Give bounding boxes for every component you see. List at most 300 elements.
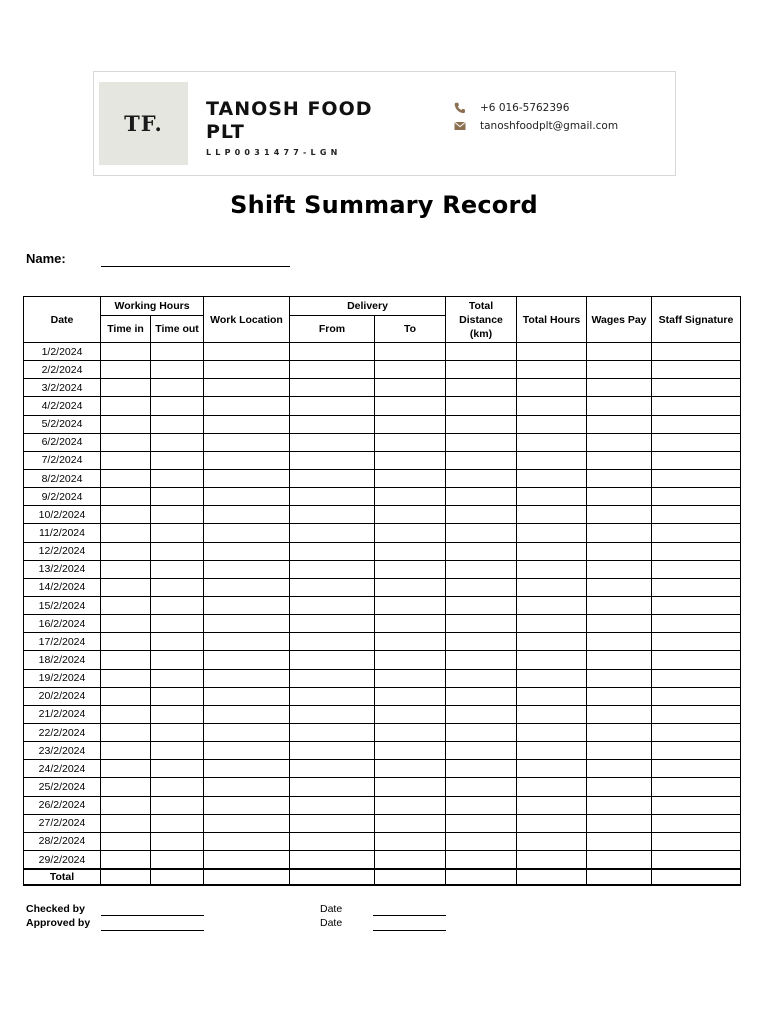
cell-wages-pay[interactable] — [587, 343, 652, 361]
cell-time-out[interactable] — [151, 560, 204, 578]
cell-staff-signature[interactable] — [652, 832, 741, 850]
cell-total-distance[interactable] — [446, 596, 517, 614]
cell-from[interactable] — [290, 778, 375, 796]
cell-time-in[interactable] — [101, 596, 151, 614]
cell-to[interactable] — [375, 633, 446, 651]
cell-from[interactable] — [290, 433, 375, 451]
checked-date-line[interactable] — [373, 915, 446, 916]
cell-work-location[interactable] — [204, 669, 290, 687]
cell-total-hours[interactable] — [517, 397, 587, 415]
cell-time-out[interactable] — [151, 433, 204, 451]
cell-time-out[interactable] — [151, 542, 204, 560]
cell-staff-signature[interactable] — [652, 578, 741, 596]
cell-from[interactable] — [290, 397, 375, 415]
cell-from[interactable] — [290, 361, 375, 379]
cell-time-out[interactable] — [151, 832, 204, 850]
cell-to[interactable] — [375, 596, 446, 614]
cell-total-distance[interactable] — [446, 560, 517, 578]
header-work-location: Work Location — [204, 297, 290, 343]
cell-total-hours[interactable] — [517, 633, 587, 651]
cell-time-in[interactable] — [101, 578, 151, 596]
cell-time-out[interactable] — [151, 633, 204, 651]
cell-time-in[interactable] — [101, 433, 151, 451]
cell-total-distance[interactable] — [446, 578, 517, 596]
cell-from[interactable] — [290, 506, 375, 524]
cell-wages-pay[interactable] — [587, 524, 652, 542]
cell-time-in[interactable] — [101, 705, 151, 723]
cell-staff-signature[interactable] — [652, 814, 741, 832]
cell-time-out[interactable] — [151, 687, 204, 705]
cell-time-out[interactable] — [151, 850, 204, 869]
cell-time-out[interactable] — [151, 596, 204, 614]
cell-time-out[interactable] — [151, 506, 204, 524]
cell-work-location[interactable] — [204, 542, 290, 560]
cell-from[interactable] — [290, 760, 375, 778]
cell-to[interactable] — [375, 651, 446, 669]
cell-from[interactable] — [290, 379, 375, 397]
cell-to[interactable] — [375, 796, 446, 814]
cell-staff-signature[interactable] — [652, 742, 741, 760]
cell-time-in[interactable] — [101, 397, 151, 415]
logo-mark: TF. — [124, 111, 163, 136]
cell-staff-signature[interactable] — [652, 596, 741, 614]
cell-wages-pay[interactable] — [587, 397, 652, 415]
cell-from[interactable] — [290, 415, 375, 433]
cell-work-location[interactable] — [204, 615, 290, 633]
cell-to[interactable] — [375, 451, 446, 469]
cell-work-location[interactable] — [204, 488, 290, 506]
cell-time-in[interactable] — [101, 796, 151, 814]
cell-from[interactable] — [290, 814, 375, 832]
cell-wages-pay[interactable] — [587, 633, 652, 651]
cell-time-in[interactable] — [101, 850, 151, 869]
cell-staff-signature[interactable] — [652, 379, 741, 397]
cell-total-hours[interactable] — [517, 524, 587, 542]
cell-time-out[interactable] — [151, 578, 204, 596]
cell-time-out[interactable] — [151, 379, 204, 397]
cell-total-distance[interactable] — [446, 397, 517, 415]
cell-wages-pay[interactable] — [587, 379, 652, 397]
row-date: 6/2/2024 — [24, 433, 101, 451]
cell-staff-signature[interactable] — [652, 415, 741, 433]
table-row — [24, 560, 741, 578]
cell-time-in[interactable] — [101, 687, 151, 705]
cell-total-hours[interactable] — [517, 705, 587, 723]
cell-from[interactable] — [290, 796, 375, 814]
total-staff-signature[interactable] — [652, 869, 741, 885]
cell-total-distance[interactable] — [446, 415, 517, 433]
cell-work-location[interactable] — [204, 343, 290, 361]
row-date: 20/2/2024 — [24, 687, 101, 705]
total-total-distance[interactable] — [446, 869, 517, 885]
cell-total-distance[interactable] — [446, 705, 517, 723]
cell-time-in[interactable] — [101, 742, 151, 760]
table-row — [24, 361, 741, 379]
cell-from[interactable] — [290, 578, 375, 596]
cell-total-hours[interactable] — [517, 361, 587, 379]
cell-total-distance[interactable] — [446, 343, 517, 361]
cell-time-out[interactable] — [151, 778, 204, 796]
header-time-in: Time in — [101, 316, 151, 343]
cell-time-out[interactable] — [151, 723, 204, 741]
cell-staff-signature[interactable] — [652, 633, 741, 651]
cell-total-distance[interactable] — [446, 832, 517, 850]
cell-wages-pay[interactable] — [587, 742, 652, 760]
cell-total-hours[interactable] — [517, 669, 587, 687]
cell-total-distance[interactable] — [446, 796, 517, 814]
cell-work-location[interactable] — [204, 524, 290, 542]
total-wages-pay[interactable] — [587, 869, 652, 885]
cell-to[interactable] — [375, 669, 446, 687]
cell-total-distance[interactable] — [446, 524, 517, 542]
cell-staff-signature[interactable] — [652, 524, 741, 542]
cell-wages-pay[interactable] — [587, 778, 652, 796]
cell-work-location[interactable] — [204, 361, 290, 379]
cell-from[interactable] — [290, 615, 375, 633]
cell-time-out[interactable] — [151, 669, 204, 687]
cell-work-location[interactable] — [204, 469, 290, 487]
cell-time-in[interactable] — [101, 669, 151, 687]
row-date: 17/2/2024 — [24, 633, 101, 651]
approved-date-line[interactable] — [373, 930, 446, 931]
cell-from[interactable] — [290, 651, 375, 669]
cell-staff-signature[interactable] — [652, 669, 741, 687]
cell-work-location[interactable] — [204, 415, 290, 433]
cell-staff-signature[interactable] — [652, 615, 741, 633]
cell-wages-pay[interactable] — [587, 850, 652, 869]
cell-total-distance[interactable] — [446, 469, 517, 487]
cell-wages-pay[interactable] — [587, 451, 652, 469]
cell-total-hours[interactable] — [517, 560, 587, 578]
cell-total-distance[interactable] — [446, 506, 517, 524]
cell-staff-signature[interactable] — [652, 560, 741, 578]
header-total-hours: Total Hours — [517, 297, 587, 343]
cell-total-hours[interactable] — [517, 542, 587, 560]
cell-time-in[interactable] — [101, 832, 151, 850]
cell-from[interactable] — [290, 723, 375, 741]
cell-total-hours[interactable] — [517, 433, 587, 451]
cell-time-out[interactable] — [151, 760, 204, 778]
cell-total-distance[interactable] — [446, 633, 517, 651]
cell-total-hours[interactable] — [517, 506, 587, 524]
cell-time-in[interactable] — [101, 506, 151, 524]
cell-from[interactable] — [290, 542, 375, 560]
cell-from[interactable] — [290, 343, 375, 361]
table-row — [24, 760, 741, 778]
cell-total-distance[interactable] — [446, 778, 517, 796]
cell-time-out[interactable] — [151, 814, 204, 832]
cell-wages-pay[interactable] — [587, 469, 652, 487]
cell-wages-pay[interactable] — [587, 687, 652, 705]
total-time-out[interactable] — [151, 869, 204, 885]
cell-total-distance[interactable] — [446, 669, 517, 687]
cell-time-in[interactable] — [101, 361, 151, 379]
cell-work-location[interactable] — [204, 832, 290, 850]
cell-time-out[interactable] — [151, 615, 204, 633]
cell-to[interactable] — [375, 488, 446, 506]
cell-time-out[interactable] — [151, 415, 204, 433]
cell-time-out[interactable] — [151, 469, 204, 487]
cell-time-in[interactable] — [101, 723, 151, 741]
cell-time-out[interactable] — [151, 705, 204, 723]
row-date: 25/2/2024 — [24, 778, 101, 796]
cell-to[interactable] — [375, 578, 446, 596]
row-date: 27/2/2024 — [24, 814, 101, 832]
cell-total-hours[interactable] — [517, 488, 587, 506]
cell-wages-pay[interactable] — [587, 433, 652, 451]
row-date: 16/2/2024 — [24, 615, 101, 633]
cell-total-hours[interactable] — [517, 832, 587, 850]
cell-wages-pay[interactable] — [587, 488, 652, 506]
cell-to[interactable] — [375, 850, 446, 869]
cell-wages-pay[interactable] — [587, 669, 652, 687]
cell-total-distance[interactable] — [446, 814, 517, 832]
cell-total-hours[interactable] — [517, 651, 587, 669]
cell-wages-pay[interactable] — [587, 615, 652, 633]
table-row — [24, 415, 741, 433]
cell-to[interactable] — [375, 379, 446, 397]
cell-total-distance[interactable] — [446, 651, 517, 669]
cell-total-hours[interactable] — [517, 415, 587, 433]
cell-work-location[interactable] — [204, 633, 290, 651]
cell-work-location[interactable] — [204, 397, 290, 415]
cell-staff-signature[interactable] — [652, 469, 741, 487]
cell-to[interactable] — [375, 832, 446, 850]
cell-staff-signature[interactable] — [652, 723, 741, 741]
cell-total-hours[interactable] — [517, 814, 587, 832]
cell-wages-pay[interactable] — [587, 415, 652, 433]
cell-total-distance[interactable] — [446, 542, 517, 560]
cell-work-location[interactable] — [204, 778, 290, 796]
total-from[interactable] — [290, 869, 375, 885]
cell-wages-pay[interactable] — [587, 832, 652, 850]
cell-to[interactable] — [375, 687, 446, 705]
cell-total-distance[interactable] — [446, 361, 517, 379]
cell-time-out[interactable] — [151, 488, 204, 506]
cell-from[interactable] — [290, 488, 375, 506]
row-date: 18/2/2024 — [24, 651, 101, 669]
cell-total-distance[interactable] — [446, 615, 517, 633]
cell-time-out[interactable] — [151, 361, 204, 379]
cell-to[interactable] — [375, 723, 446, 741]
cell-total-distance[interactable] — [446, 379, 517, 397]
cell-to[interactable] — [375, 542, 446, 560]
cell-wages-pay[interactable] — [587, 506, 652, 524]
cell-time-in[interactable] — [101, 760, 151, 778]
cell-wages-pay[interactable] — [587, 361, 652, 379]
cell-to[interactable] — [375, 814, 446, 832]
cell-time-in[interactable] — [101, 488, 151, 506]
cell-wages-pay[interactable] — [587, 760, 652, 778]
cell-to[interactable] — [375, 742, 446, 760]
cell-total-distance[interactable] — [446, 850, 517, 869]
cell-staff-signature[interactable] — [652, 506, 741, 524]
cell-total-hours[interactable] — [517, 451, 587, 469]
company-name-line2: PLT — [206, 121, 245, 143]
checked-by-line[interactable] — [101, 915, 204, 916]
cell-total-hours[interactable] — [517, 760, 587, 778]
cell-total-hours[interactable] — [517, 778, 587, 796]
cell-staff-signature[interactable] — [652, 760, 741, 778]
row-date: 8/2/2024 — [24, 469, 101, 487]
cell-to[interactable] — [375, 397, 446, 415]
cell-work-location[interactable] — [204, 433, 290, 451]
cell-from[interactable] — [290, 596, 375, 614]
cell-wages-pay[interactable] — [587, 796, 652, 814]
cell-staff-signature[interactable] — [652, 778, 741, 796]
cell-work-location[interactable] — [204, 723, 290, 741]
header-to: To — [375, 316, 446, 343]
total-to[interactable] — [375, 869, 446, 885]
total-row — [24, 869, 741, 885]
cell-total-distance[interactable] — [446, 760, 517, 778]
cell-total-hours[interactable] — [517, 723, 587, 741]
cell-total-hours[interactable] — [517, 850, 587, 869]
cell-staff-signature[interactable] — [652, 397, 741, 415]
cell-to[interactable] — [375, 433, 446, 451]
cell-time-out[interactable] — [151, 651, 204, 669]
cell-time-in[interactable] — [101, 469, 151, 487]
cell-time-in[interactable] — [101, 615, 151, 633]
cell-total-hours[interactable] — [517, 742, 587, 760]
cell-wages-pay[interactable] — [587, 560, 652, 578]
cell-from[interactable] — [290, 633, 375, 651]
cell-to[interactable] — [375, 778, 446, 796]
cell-total-hours[interactable] — [517, 578, 587, 596]
cell-to[interactable] — [375, 469, 446, 487]
approved-by-line[interactable] — [101, 930, 204, 931]
cell-time-in[interactable] — [101, 814, 151, 832]
cell-time-in[interactable] — [101, 524, 151, 542]
cell-from[interactable] — [290, 832, 375, 850]
company-name-line1: TANOSH FOOD — [206, 98, 373, 120]
cell-wages-pay[interactable] — [587, 723, 652, 741]
cell-from[interactable] — [290, 469, 375, 487]
cell-total-hours[interactable] — [517, 596, 587, 614]
cell-to[interactable] — [375, 524, 446, 542]
cell-time-in[interactable] — [101, 343, 151, 361]
cell-time-in[interactable] — [101, 651, 151, 669]
cell-staff-signature[interactable] — [652, 488, 741, 506]
cell-total-hours[interactable] — [517, 687, 587, 705]
name-field-line[interactable] — [101, 266, 290, 267]
cell-time-in[interactable] — [101, 379, 151, 397]
header-total-distance: Total Distance (km) — [446, 297, 517, 343]
cell-time-in[interactable] — [101, 560, 151, 578]
cell-total-hours[interactable] — [517, 379, 587, 397]
total-work-location[interactable] — [204, 869, 290, 885]
cell-from[interactable] — [290, 687, 375, 705]
cell-work-location[interactable] — [204, 705, 290, 723]
cell-from[interactable] — [290, 560, 375, 578]
cell-work-location[interactable] — [204, 596, 290, 614]
table-row — [24, 596, 741, 614]
cell-work-location[interactable] — [204, 379, 290, 397]
cell-staff-signature[interactable] — [652, 850, 741, 869]
cell-total-distance[interactable] — [446, 723, 517, 741]
cell-wages-pay[interactable] — [587, 814, 652, 832]
cell-time-out[interactable] — [151, 397, 204, 415]
cell-work-location[interactable] — [204, 760, 290, 778]
cell-total-distance[interactable] — [446, 433, 517, 451]
cell-total-hours[interactable] — [517, 796, 587, 814]
header-from: From — [290, 316, 375, 343]
cell-staff-signature[interactable] — [652, 651, 741, 669]
cell-time-in[interactable] — [101, 542, 151, 560]
cell-total-hours[interactable] — [517, 615, 587, 633]
cell-work-location[interactable] — [204, 814, 290, 832]
cell-work-location[interactable] — [204, 451, 290, 469]
cell-time-out[interactable] — [151, 742, 204, 760]
cell-work-location[interactable] — [204, 687, 290, 705]
cell-from[interactable] — [290, 669, 375, 687]
cell-work-location[interactable] — [204, 850, 290, 869]
cell-staff-signature[interactable] — [652, 705, 741, 723]
cell-time-out[interactable] — [151, 524, 204, 542]
cell-work-location[interactable] — [204, 742, 290, 760]
cell-total-distance[interactable] — [446, 742, 517, 760]
cell-wages-pay[interactable] — [587, 596, 652, 614]
total-time-in[interactable] — [101, 869, 151, 885]
cell-staff-signature[interactable] — [652, 796, 741, 814]
cell-work-location[interactable] — [204, 651, 290, 669]
cell-to[interactable] — [375, 560, 446, 578]
cell-staff-signature[interactable] — [652, 433, 741, 451]
cell-work-location[interactable] — [204, 560, 290, 578]
cell-time-in[interactable] — [101, 778, 151, 796]
cell-time-out[interactable] — [151, 796, 204, 814]
cell-time-in[interactable] — [101, 415, 151, 433]
cell-work-location[interactable] — [204, 796, 290, 814]
cell-total-hours[interactable] — [517, 343, 587, 361]
cell-total-distance[interactable] — [446, 451, 517, 469]
cell-wages-pay[interactable] — [587, 578, 652, 596]
cell-from[interactable] — [290, 742, 375, 760]
cell-to[interactable] — [375, 615, 446, 633]
cell-total-distance[interactable] — [446, 488, 517, 506]
cell-staff-signature[interactable] — [652, 361, 741, 379]
cell-from[interactable] — [290, 850, 375, 869]
cell-time-in[interactable] — [101, 451, 151, 469]
cell-time-out[interactable] — [151, 343, 204, 361]
cell-time-out[interactable] — [151, 451, 204, 469]
cell-wages-pay[interactable] — [587, 705, 652, 723]
cell-total-distance[interactable] — [446, 687, 517, 705]
cell-staff-signature[interactable] — [652, 542, 741, 560]
cell-wages-pay[interactable] — [587, 651, 652, 669]
row-date: 13/2/2024 — [24, 560, 101, 578]
cell-from[interactable] — [290, 451, 375, 469]
cell-to[interactable] — [375, 705, 446, 723]
row-date: 14/2/2024 — [24, 578, 101, 596]
cell-to[interactable] — [375, 506, 446, 524]
cell-to[interactable] — [375, 361, 446, 379]
cell-time-in[interactable] — [101, 633, 151, 651]
cell-total-hours[interactable] — [517, 469, 587, 487]
cell-staff-signature[interactable] — [652, 451, 741, 469]
cell-from[interactable] — [290, 705, 375, 723]
cell-to[interactable] — [375, 415, 446, 433]
cell-wages-pay[interactable] — [587, 542, 652, 560]
cell-staff-signature[interactable] — [652, 343, 741, 361]
cell-work-location[interactable] — [204, 506, 290, 524]
cell-work-location[interactable] — [204, 578, 290, 596]
cell-to[interactable] — [375, 760, 446, 778]
cell-from[interactable] — [290, 524, 375, 542]
cell-staff-signature[interactable] — [652, 687, 741, 705]
cell-to[interactable] — [375, 343, 446, 361]
total-total-hours[interactable] — [517, 869, 587, 885]
